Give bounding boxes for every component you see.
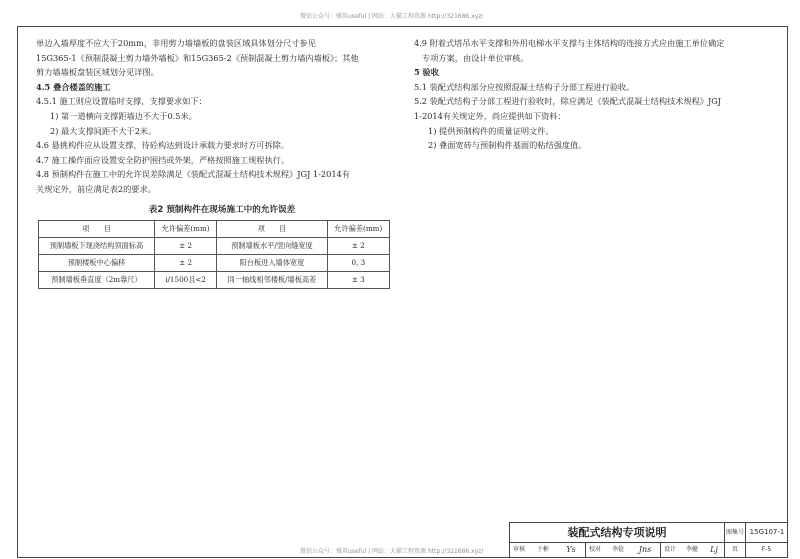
section-5-2-line-2: 1-2014有关规定外，尚应提供如下资料： (414, 110, 566, 121)
table-title: 表2 预制构件在现场施工中的允许误差 (148, 204, 296, 215)
section-4-6: 4.6 悬挑构件应从设置支撑，待砼构达到设计承载力要求时方可拆除。 (36, 140, 290, 151)
section-4-5-heading: 4.5 叠合楼盖的施工 (36, 81, 111, 92)
tolerance-table (38, 220, 390, 289)
table-header-cell: 项 目 (39, 221, 155, 238)
page-label: 页 (731, 546, 738, 553)
design-label: 设计 (663, 546, 676, 553)
section-5-heading: 5 验收 (414, 67, 439, 78)
table-header-cell: 允许偏差(mm) (154, 221, 216, 238)
drawing-title: 装配式结构专项说明 (567, 526, 667, 539)
right-column (414, 36, 774, 153)
review-label: 审核 (512, 546, 525, 553)
left-column (36, 36, 408, 289)
check-name: 李俭 (611, 546, 624, 553)
table-row (39, 272, 390, 289)
left-para-3: 剪力墙墙板盘装区域划分见详图。 (36, 67, 159, 78)
table-cell: ± 3 (327, 272, 389, 289)
table-header-cell: 允许偏差(mm) (327, 221, 389, 238)
review-signature: Ys (566, 545, 576, 554)
section-5-2-item-1: 1) 提供预制构件的质量证明文件。 (428, 125, 554, 136)
title-block (509, 522, 787, 557)
table-row (39, 255, 390, 272)
table-cell: 阳台板进入墙体宽度 (217, 255, 327, 272)
atlas-number: 15G107-1 (745, 523, 788, 542)
table-row (39, 238, 390, 255)
table-cell: ± 2 (154, 255, 216, 272)
table-cell: ± 2 (154, 238, 216, 255)
table-cell: ± 2 (327, 238, 389, 255)
table-cell: 同一轴线相邻楼板/墙板高差 (217, 272, 327, 289)
table-header-cell: 项 目 (217, 221, 327, 238)
section-5-1: 5.1 装配式结构部分应按照混凝土结构子分部工程进行验收。 (414, 81, 635, 92)
watermark-top: 微信公众号：雅筑useful | 网站：大猫工程资源 http://321686.xyz/ (300, 13, 484, 20)
section-4-8-line-1: 4.8 预制构件在施工中的允许误差除满足《装配式混凝土结构技术规程》JGJ 1-2014有 (36, 169, 350, 180)
table-cell: 预制墙板水平/竖向缝宽度 (217, 238, 327, 255)
check-signature: Jns (638, 545, 652, 554)
section-4-9-line-2: 专项方案，由设计单位审核。 (422, 52, 529, 63)
section-4-7: 4.7 施工操作面应设置安全防护围挡或外架，严格按照施工规程执行。 (36, 154, 290, 165)
left-para-1: 单边入墙厚度不应大于20mm，非用剪力墙墙板的盘装区域具体划分尺寸参见 (36, 38, 316, 48)
table-cell: 预制墙板下现浇结构顶面标高 (39, 238, 155, 255)
table-cell: 预制楼板中心偏移 (39, 255, 155, 272)
watermark-bottom: 微信公众号：雅筑useful | 网站：大猫工程资源 http://321686.xyz/ (300, 548, 484, 555)
table-cell: 0, 3 (327, 255, 389, 272)
design-signature: Lj (710, 545, 718, 554)
left-para-2: 15G365-1《预制混凝土剪力墙外墙板》和15G365-2《预制混凝土剪力墙内墙板》；其他 (36, 52, 359, 63)
page-number: F-5 (761, 546, 772, 553)
section-5-2-line-1: 5.2 装配式结构子分部工程进行验收时，除应满足《装配式混凝土结构技术规程》JGJ (414, 96, 722, 107)
title-block-row-2 (510, 543, 787, 557)
section-4-5-1-item-2: 2) 最大支撑间距不大于2米。 (50, 125, 157, 136)
review-name: 于彬 (536, 546, 549, 553)
section-4-5-1: 4.5.1 施工则应设置临时支撑，支撑要求如下： (36, 96, 207, 107)
title-block-row-1 (510, 523, 787, 543)
table-cell: i/1500且<2 (154, 272, 216, 289)
section-4-8-line-2: 关规定外，前应满足表2的要求。 (36, 183, 156, 194)
table-header-row (39, 221, 390, 238)
check-label: 校对 (588, 546, 601, 553)
design-name: 李健 (685, 546, 698, 553)
table-cell: 预制墙板垂直度（2m靠尺） (39, 272, 155, 289)
section-4-5-1-item-1: 1) 第一道横向支撑距墙边不大于0.5米。 (50, 110, 197, 121)
section-5-2-item-2: 2) 叠面宽砖与预制构件基面的粘结强度值。 (428, 140, 587, 151)
atlas-number-label: 图集号 (724, 523, 745, 542)
section-4-9-line-1: 4.9 附着式塔吊水平支撑和外用电梯水平支撑与主体结构的连接方式应由施工单位确定 (414, 38, 725, 48)
